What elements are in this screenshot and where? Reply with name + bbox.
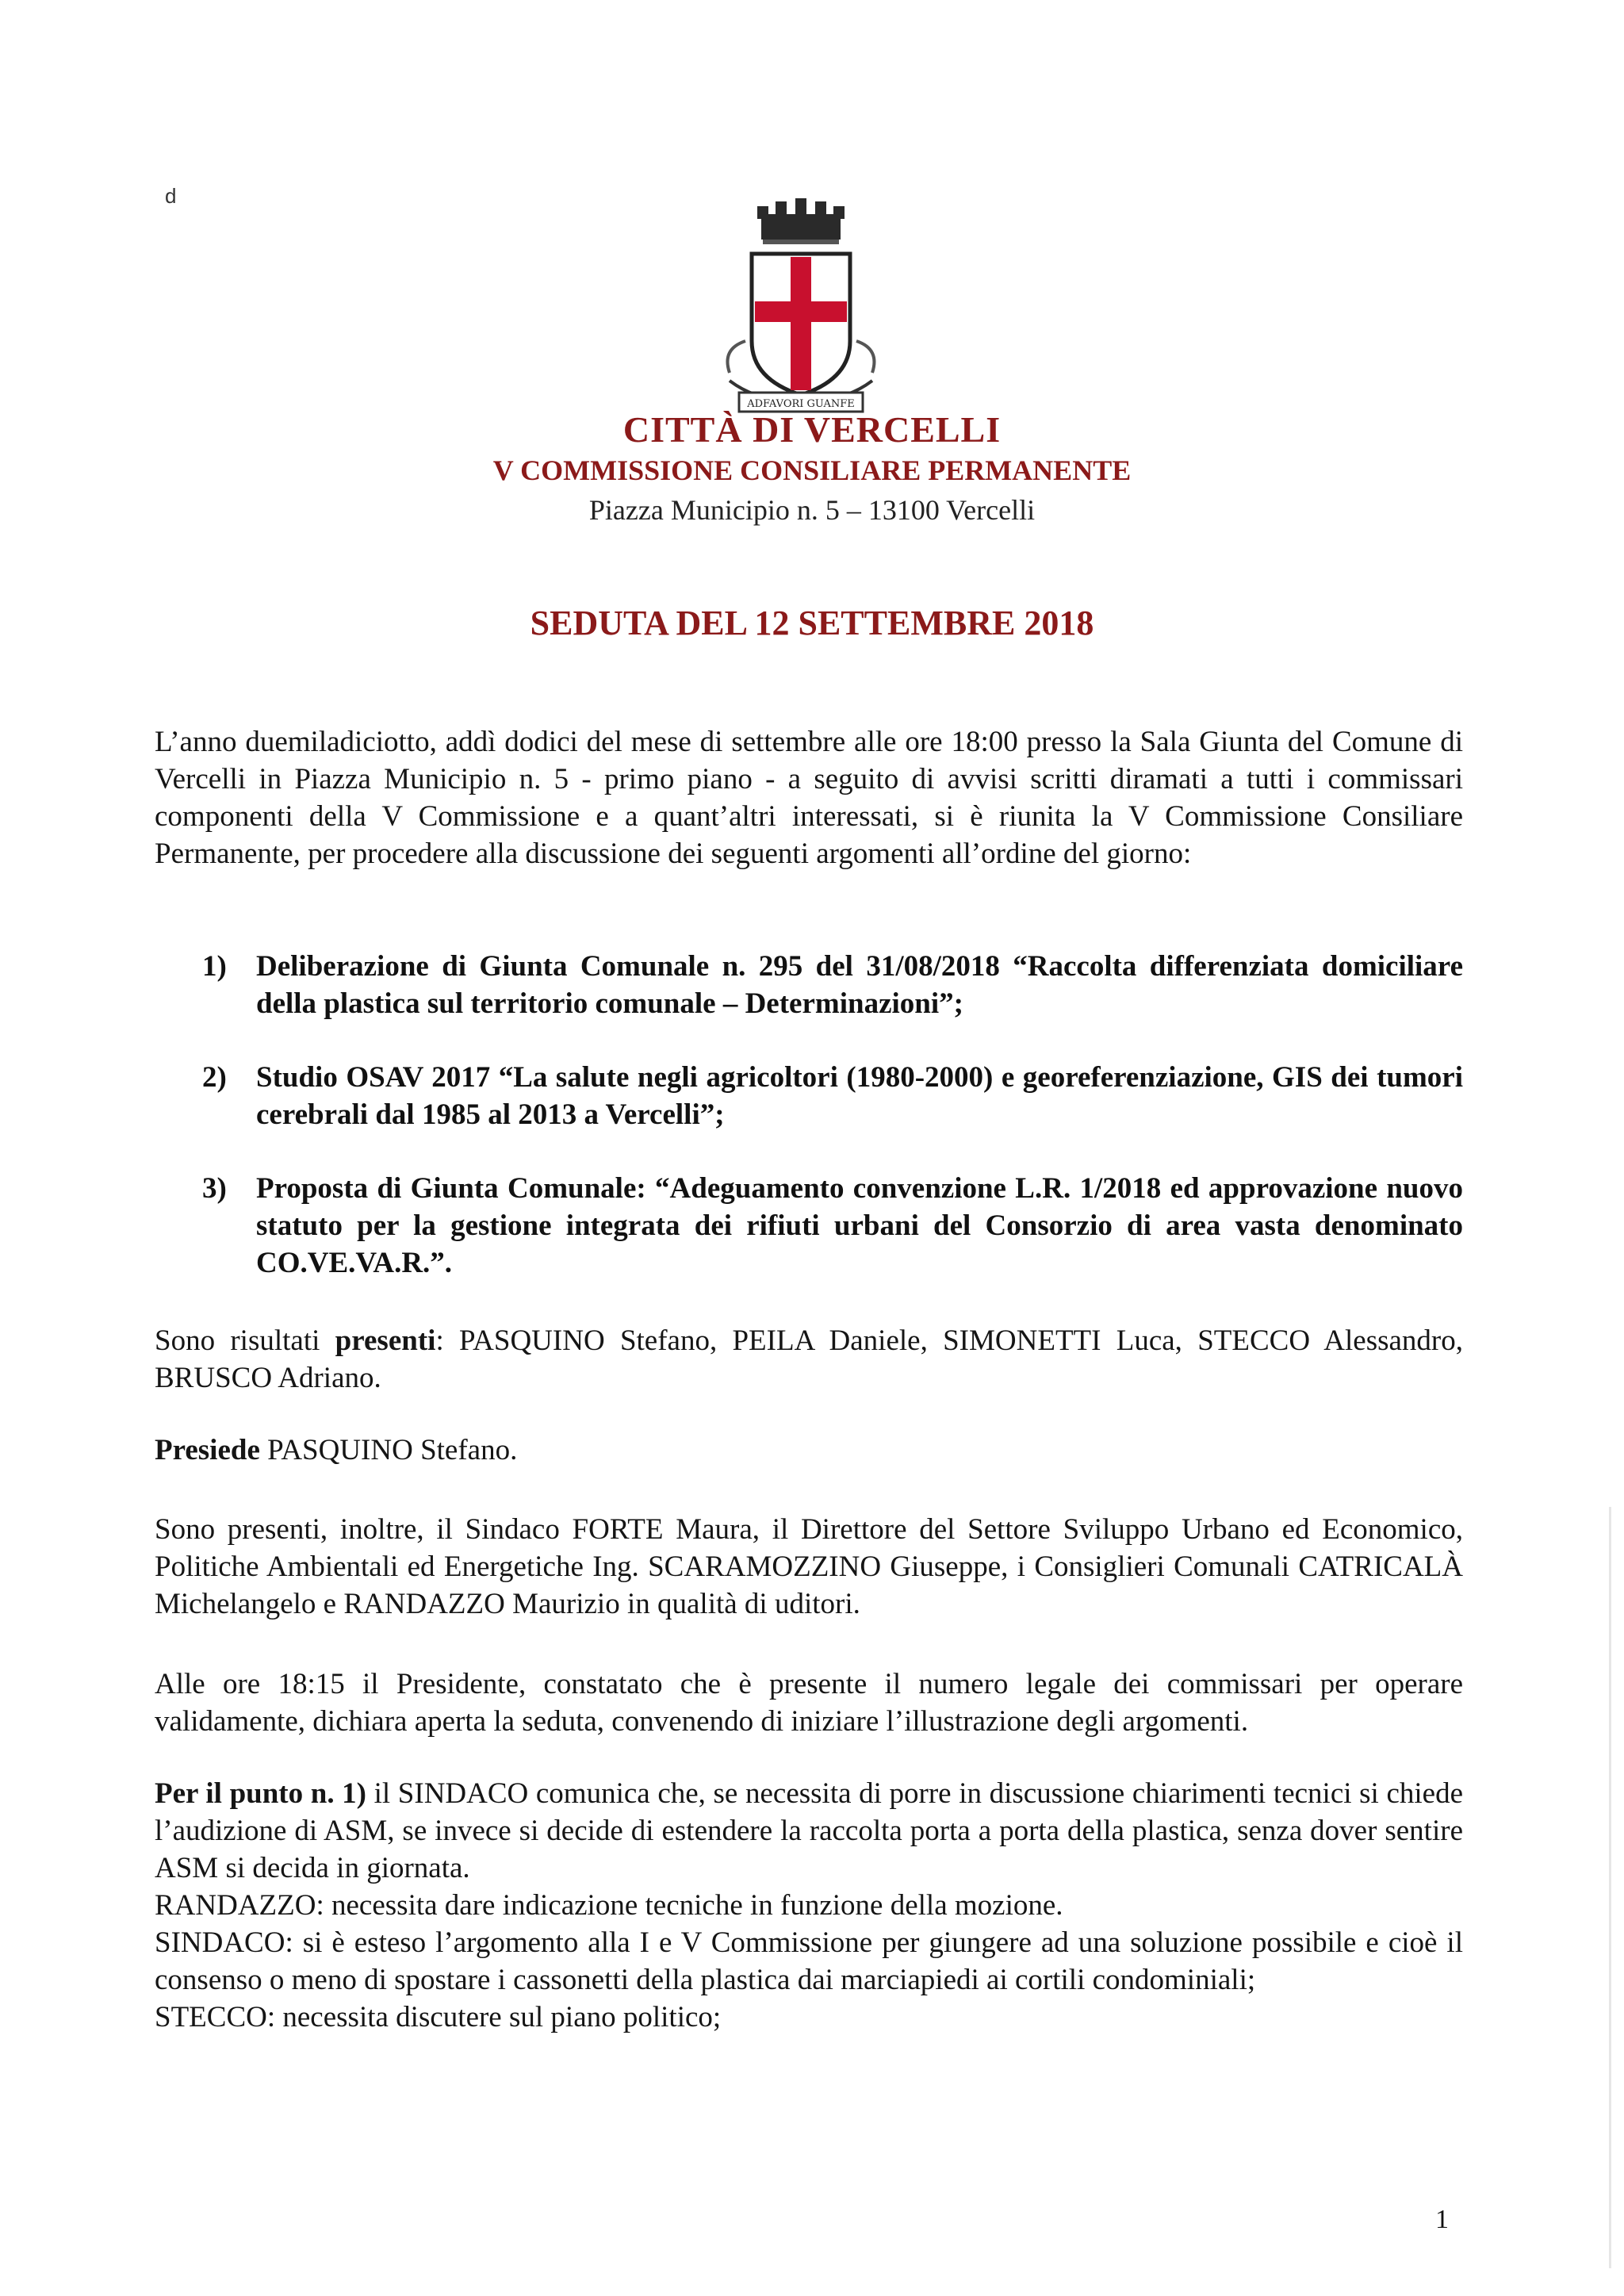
attendance-paragraph bbox=[155, 1322, 1463, 1397]
commission-name: V COMMISSIONE CONSILIARE PERMANENTE bbox=[492, 454, 1132, 486]
chair-paragraph bbox=[155, 1432, 1463, 1469]
agenda-item-number: 1) bbox=[202, 950, 227, 983]
opening-paragraph: Alle ore 18:15 il Presidente, constatato che è presente il numero legale dei commissari per operare validamente, dichiara aperta la seduta, convenendo di iniziare l’illustrazione degli argomenti. bbox=[155, 1668, 1463, 1738]
agenda-item-number: 2) bbox=[202, 1061, 227, 1094]
agenda-item bbox=[202, 948, 1463, 1022]
intro-paragraph: L’anno duemiladiciotto, addì dodici del mese di settembre alle ore 18:00 presso la Sala Giunta del Comune di Vercelli in Piazza Municipio n. 5 - primo piano - a seguito di avvisi scritti diramati a tutti i commissari componenti della V Commissione e a quant’altri interessati, si è riunita la V Commissione Consiliare Permanente, per procedere alla discussione dei seguenti argomenti all’ordine del giorno: bbox=[155, 726, 1463, 870]
agenda-item-text: Studio OSAV 2017 “La salute negli agricoltori (1980-2000) e georeferenziazione, GIS dei tumori cerebrali dal 1985 al 2013 a Vercelli”; bbox=[256, 1061, 1463, 1131]
point-label: Per il punto n. 1) bbox=[155, 1777, 367, 1810]
point-text: il SINDACO comunica che, se necessita di porre in discussione chiarimenti tecnici si chiede l’audizione di ASM, se invece si decide di estendere la raccolta porta a porta della plastica, senza dover sentire ASM si decida in giornata. bbox=[155, 1777, 1463, 1884]
also-present-paragraph: Sono presenti, inoltre, il Sindaco FORTE Maura, il Direttore del Settore Sviluppo Urbano ed Economico, Politiche Ambientali ed Energetiche Ing. SCARAMOZZINO Giuseppe, i Consiglieri Comunali CATRICALÀ Michelangelo e RANDAZZO Maurizio in qualità di uditori. bbox=[155, 1513, 1463, 1620]
city-title: CITTÀ DI VERCELLI bbox=[622, 409, 1002, 450]
discussion-intro bbox=[155, 1775, 1463, 1887]
discussion-line: STECCO: necessita discutere sul piano politico; bbox=[155, 2001, 722, 2033]
attendance-names: : PASQUINO Stefano, PEILA Daniele, SIMONETTI Luca, STECCO Alessandro, BRUSCO Adriano. bbox=[155, 1324, 1463, 1394]
discussion-section bbox=[155, 1775, 1463, 2036]
agenda-item bbox=[202, 1059, 1463, 1133]
attendance-label: presenti bbox=[335, 1324, 436, 1357]
chair-name: PASQUINO Stefano. bbox=[259, 1434, 518, 1466]
session-title: SEDUTA DEL 12 SETTEMBRE 2018 bbox=[530, 604, 1094, 642]
scan-edge bbox=[1609, 1507, 1611, 2268]
chair-label: Presiede bbox=[155, 1434, 260, 1466]
attendance-prefix: Sono risultati bbox=[155, 1324, 335, 1357]
agenda-item bbox=[202, 1170, 1463, 1282]
discussion-line: RANDAZZO: necessita dare indicazione tecniche in funzione della mozione. bbox=[155, 1889, 1063, 1922]
city-crest-emblem bbox=[714, 190, 888, 420]
agenda-item-number: 3) bbox=[202, 1172, 227, 1205]
corner-mark: d bbox=[165, 184, 177, 208]
agenda-item-text: Deliberazione di Giunta Comunale n. 295 del 31/08/2018 “Raccolta differenziata domiciliare della plastica sul territorio comunale – Determinazioni”; bbox=[256, 950, 1463, 1020]
page-number: 1 bbox=[1435, 2205, 1449, 2234]
agenda-item-text: Proposta di Giunta Comunale: “Adeguamento convenzione L.R. 1/2018 ed approvazione nuovo statuto per la gestione integrata dei rifiuti urbani del Consorzio di area vasta denominato CO.VE.VA.R.”. bbox=[256, 1172, 1463, 1279]
svg-text:ADFAVORI GUANFE: ADFAVORI GUANFE bbox=[747, 398, 855, 410]
address: Piazza Municipio n. 5 – 13100 Vercelli bbox=[588, 494, 1036, 526]
discussion-line: SINDACO: si è esteso l’argomento alla I e V Commissione per giungere ad una soluzione possibile e cioè il consenso o meno di spostare i cassonetti della plastica dai marciapiedi ai cortili condominiali; bbox=[155, 1926, 1463, 1996]
